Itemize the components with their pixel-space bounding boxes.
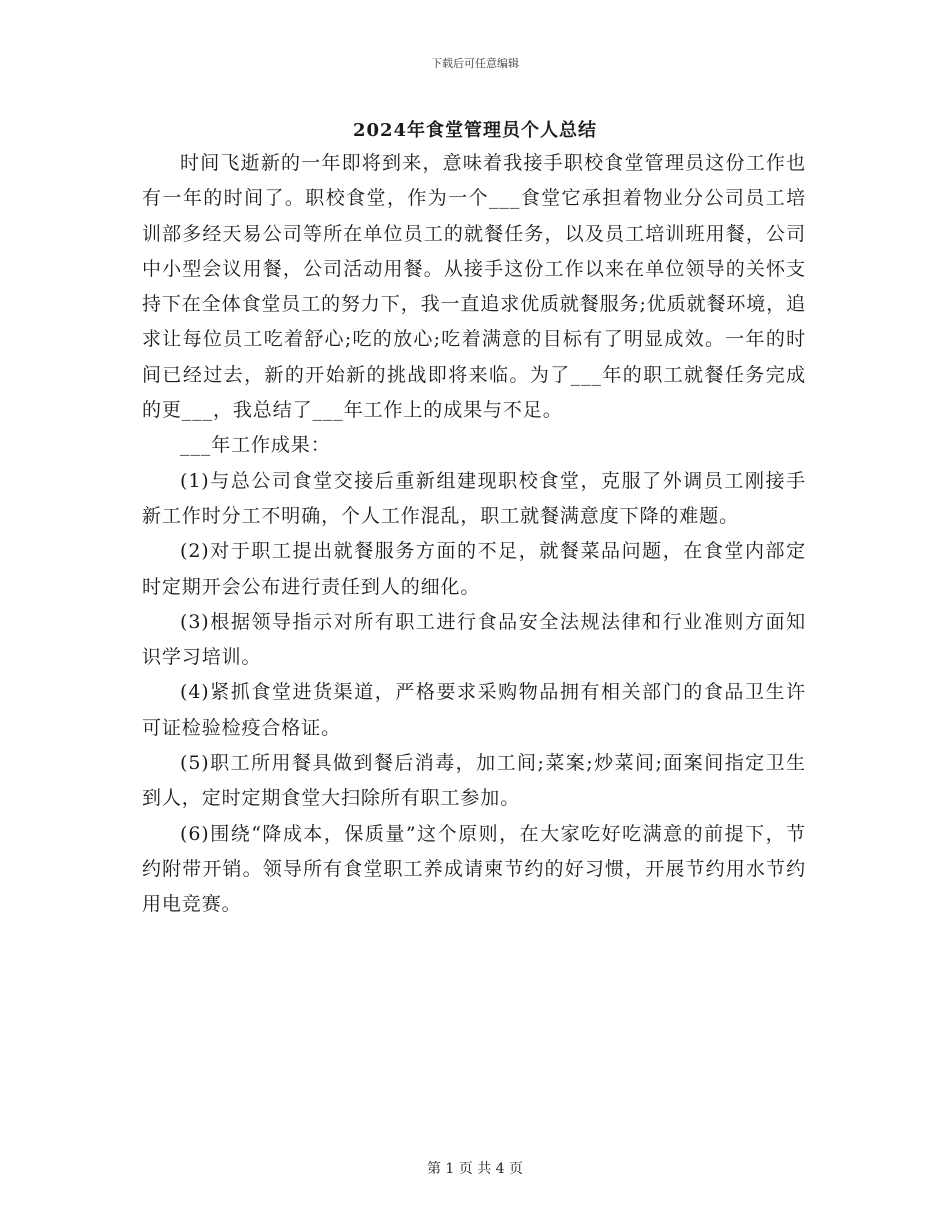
page-number-footer: 第 1 页 共 4 页: [426, 1161, 524, 1177]
achievement-item-5: (5)职工所用餐具做到餐后消毒，加工间;菜案;炒菜间;面案间指定卫生到人，定时定期食堂大扫除所有职工参加。: [142, 752, 806, 810]
achievement-item-3: (3)根据领导指示对所有职工进行食品安全法规法律和行业准则方面知识学习培训。: [142, 610, 806, 669]
document-body: [142, 146, 806, 923]
achievement-item-4: (4)紧抓食堂进货渠道，严格要求采购物品拥有相关部门的食品卫生许可证检验检疫合格证。: [142, 681, 806, 739]
achievement-item-6: (6)围绕“降成本，保质量”这个原则，在大家吃好吃满意的前提下，节约附带开销。领导所有食堂职工养成请柬节约的好习惯，开展节约用水节约用电竞赛。: [142, 822, 806, 916]
intro-paragraph: 时间飞逝新的一年即将到来，意味着我接手职校食堂管理员这份工作也有一年的时间了。职校食堂，作为一个___食堂它承担着物业分公司员工培训部多经天易公司等所在单位员工的就餐任务，以及员工培训班用餐，公司中小型会议用餐，公司活动用餐。从接手这份工作以来在单位领导的关怀支持下在全体食堂员工的努力下，我一直追求优质就餐服务;优质就餐环境，追求让每位员工吃着舒心;吃的放心;吃着满意的目标有了明显成效。一年的时间已经过去，新的开始新的挑战即将来临。为了___年的职工就餐任务完成的更___，我总结了___年工作上的成果与不足。: [142, 152, 807, 422]
section-heading-achievements: ___年工作成果：: [180, 434, 331, 457]
document-title: 2024年食堂管理员个人总结: [352, 120, 598, 141]
page-header-note: 下载后可任意编辑: [431, 57, 519, 70]
achievement-item-1: (1)与总公司食堂交接后重新组建现职校食堂，克服了外调员工刚接手新工作时分工不明确，个人工作混乱，职工就餐满意度下降的难题。: [142, 469, 806, 527]
achievement-item-2: (2)对于职工提出就餐服务方面的不足，就餐菜品问题，在食堂内部定时定期开会公布进行责任到人的细化。: [142, 540, 806, 598]
